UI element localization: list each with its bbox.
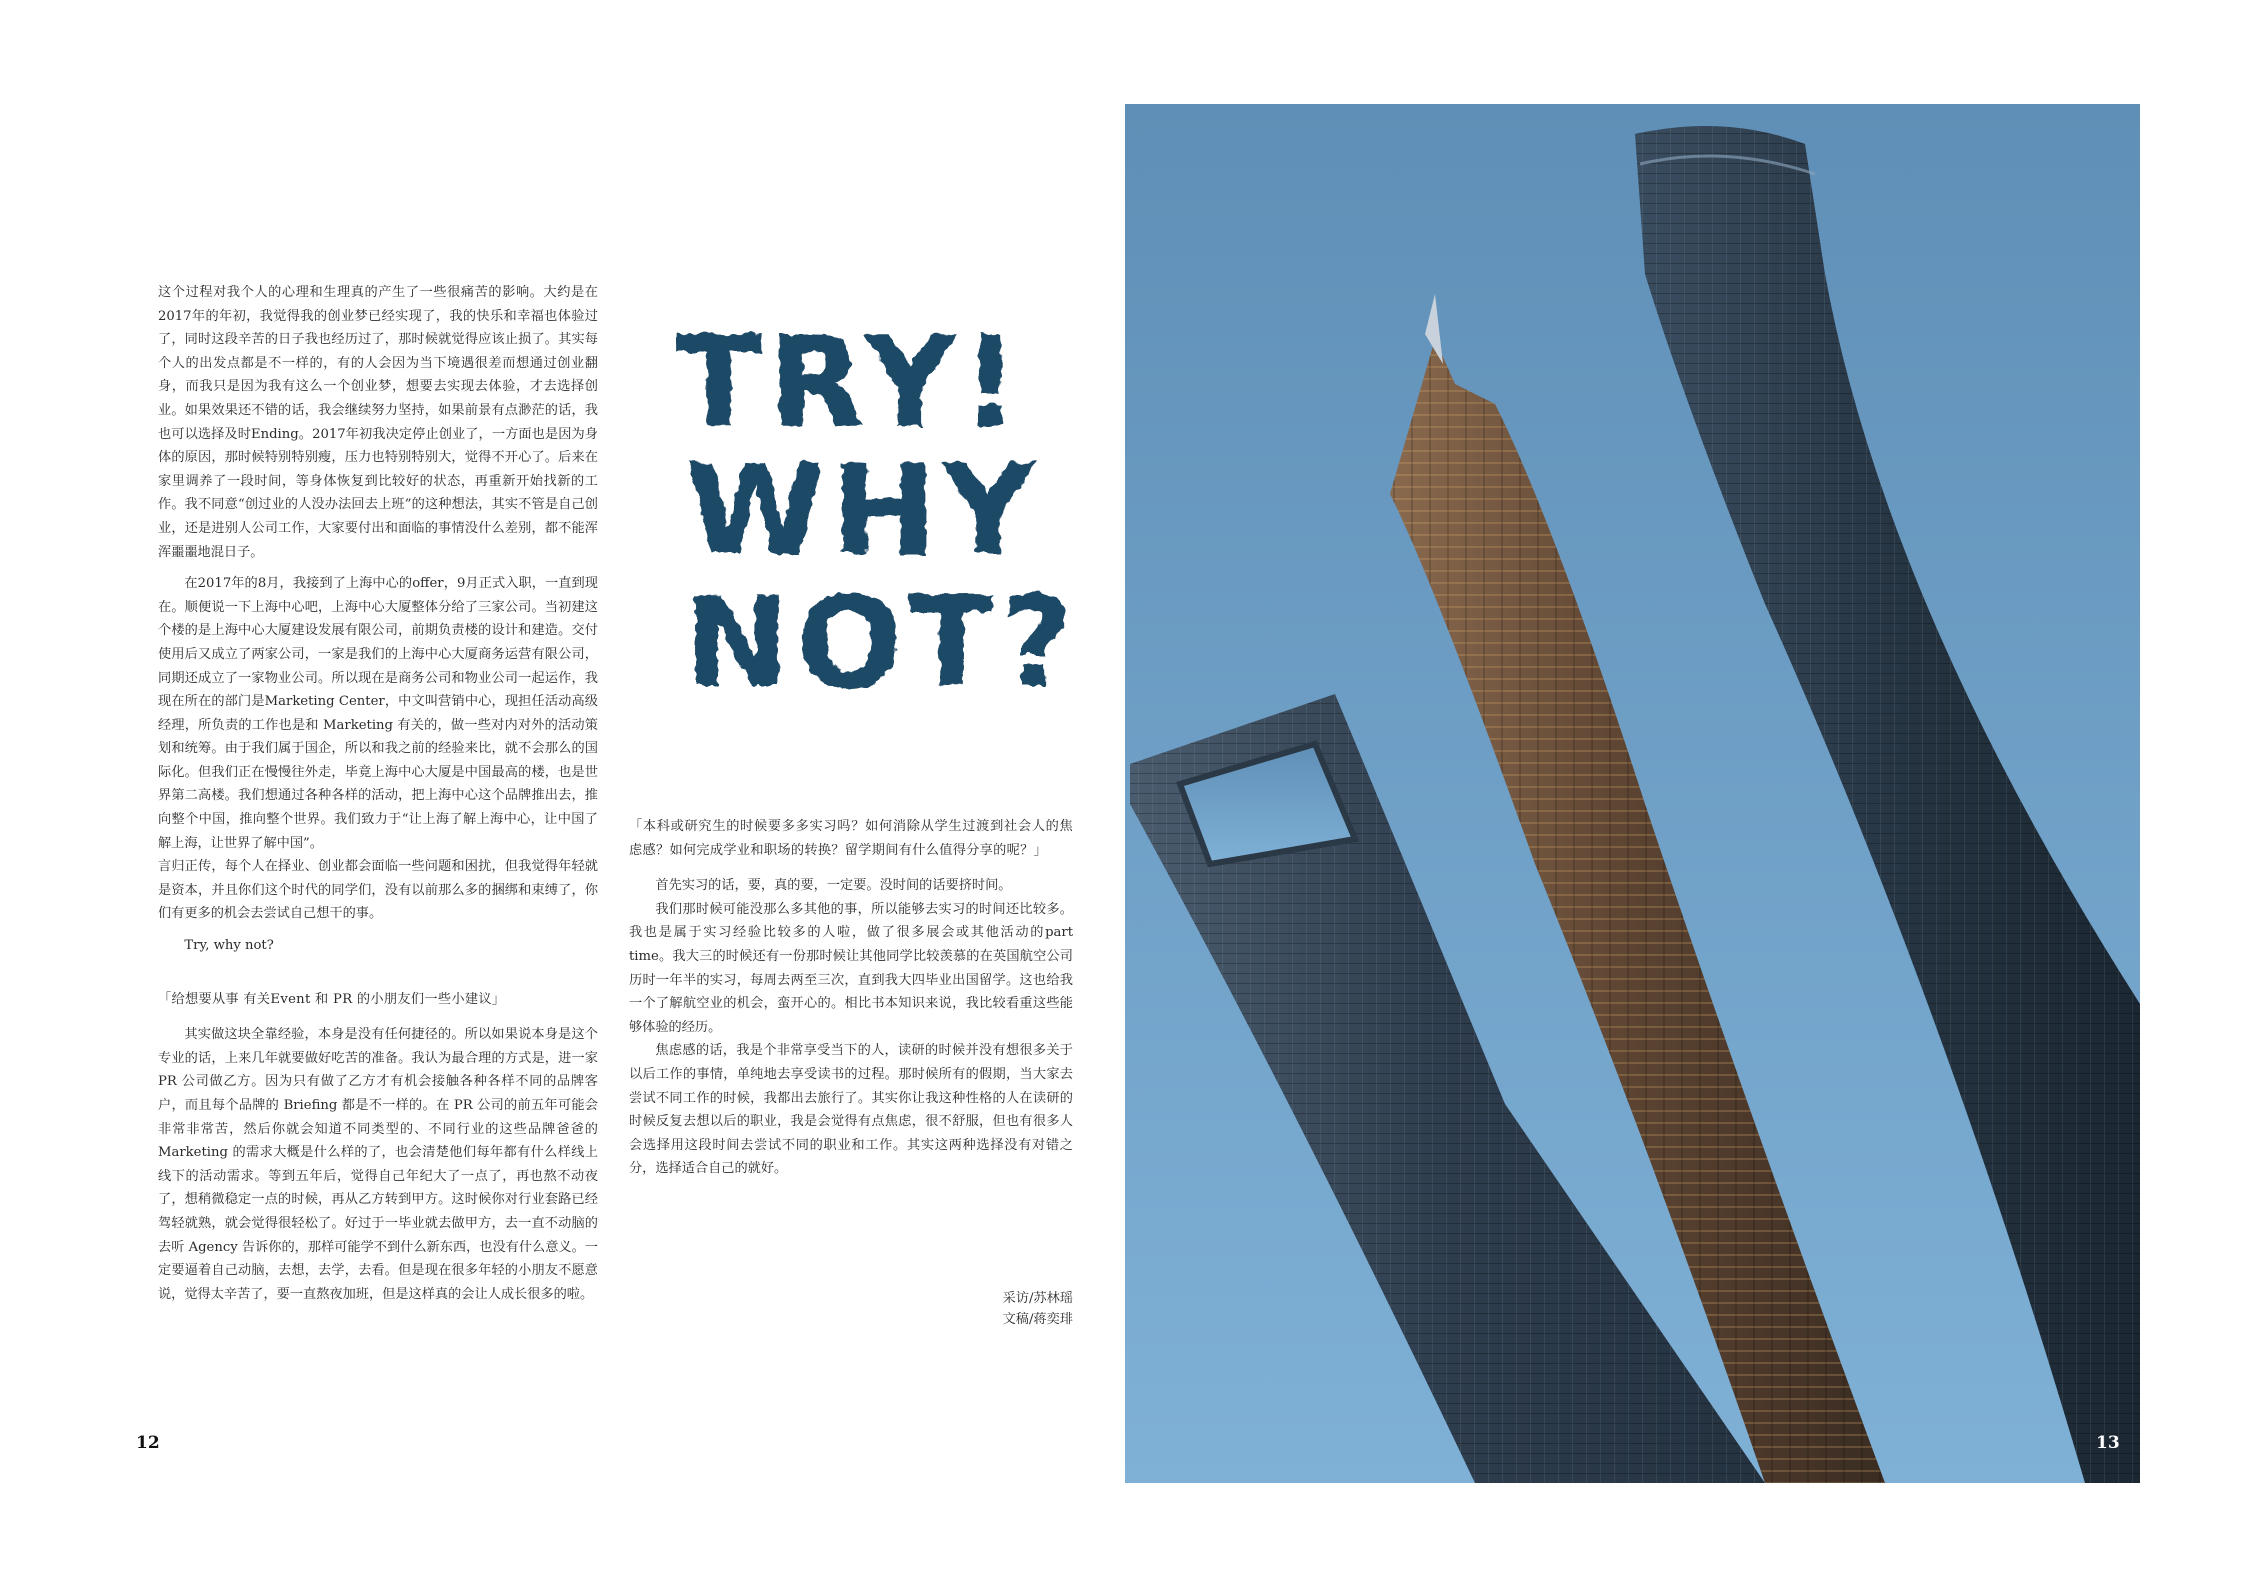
credits [1003, 1288, 1073, 1330]
paragraph: 焦虑感的话，我是个非常享受当下的人，读研的时候并没有想很多关于以后工作的事情，单纯地去享受读书的过程。那时候所有的假期，当大家去尝试不同工作的时候，我都出去旅行了。其实你让我这种性格的人在读研的时候反复去想以后的职业，我是会觉得有点焦虑，很不舒服，但也有很多人会选择用这段时间去尝试不同的职业和工作。其实这两种选择没有对错之分，选择适合自己的就好。 [629, 1043, 1073, 1177]
page-number-left: 12 [136, 1433, 160, 1453]
paragraph: 言归正传，每个人在择业、创业都会面临一些问题和困扰，但我觉得年轻就是资本，并且你们这个时代的同学们，没有以前那么多的捆绑和束缚了，你们有更多的机会去尝试自己想干的事。 [158, 859, 598, 922]
credit-writer: 文稿/蒋奕琲 [1002, 1312, 1073, 1327]
closing-line: Try, why not? [184, 938, 274, 954]
skyscraper-illustration [1125, 104, 2140, 1483]
paragraph: 首先实习的话，要，真的要，一定要。没时间的话要挤时间。 [655, 878, 1012, 894]
page-number-right: 13 [2096, 1433, 2120, 1453]
credit-interviewer: 采访/苏林瑶 [1002, 1291, 1073, 1306]
paragraph: 这个过程对我个人的心理和生理真的产生了一些很痛苦的影响。大约是在2017年的年初，我觉得我的创业梦已经实现了，我的快乐和幸福也体验过了，同时这段辛苦的日子我也经历过了，那时候就觉得应该止损了。其实每个人的出发点都是不一样的，有的人会因为当下境遇很差而想通过创业翻身，而我只是因为我有这么一个创业梦，想要去实现去体验，才去选择创业。如果效果还不错的话，我会继续努力坚持，如果前景有点渺茫的话，我也可以选择及时Ending。2017年初我决定停止创业了，一方面也是因为身体的原因，那时候特别特别瘦，压力也特别特别大，觉得不开心了。后来在家里调养了一段时间，等身体恢复到比较好的状态，再重新开始找新的工作。我不同意“创过业的人没办法回去上班”的这种想法，其实不管是自己创业，还是进别人公司工作，大家要付出和面临的事情没什么差别，都不能浑浑噩噩地混日子。 [158, 285, 598, 560]
interview-question: 「本科或研究生的时候要多多实习吗？如何消除从学生过渡到社会人的焦虑感？如何完成学业和职场的转换？留学期间有什么值得分享的呢？」 [629, 819, 1073, 858]
paragraph: 在2017年的8月，我接到了上海中心的offer，9月正式入职，一直到现在。顺便说一下上海中心吧，上海中心大厦整体分给了三家公司。当初建这个楼的是上海中心大厦建设发展有限公司，前期负责楼的设计和建造。交付使用后又成立了两家公司，一家是我们的上海中心大厦商务运营有限公司，同期还成立了一家物业公司。所以现在是商务公司和物业公司一起运作，我现在所在的部门是Marketing Center，中文叫营销中心，现担任活动高级经理，所负责的工作也是和 Marketing 有关的，做一些对内对外的活动策划和统筹。由于我们属于国企，所以和我之前的经验来比，就不会那么的国际化。但我们正在慢慢往外走，毕竟上海中心大厦是中国最高的楼，也是世界第二高楼。我们想通过各种各样的活动，把上海中心这个品牌推出去，推向整个中国，推向整个世界。我们致力于“让上海了解上海中心，让中国了解上海，让世界了解中国”。 [158, 576, 598, 851]
right-text-column [629, 815, 1073, 1181]
skyscraper-photo [1125, 104, 2140, 1483]
answer-paragraph: 其实做这块全靠经验，本身是没有任何捷径的。所以如果说本身是这个专业的话，上来几年就要做好吃苦的准备。我认为最合理的方式是，进一家 PR 公司做乙方。因为只有做了乙方才有机会接触各种各样不同的品牌客户，而且每个品牌的 Briefing 都是不一样的。在 PR 公司的前五年可能会非常非常苦，然后你就会知道不同类型的、不同行业的这些品牌爸爸的 Marketing 的需求大概是什么样的了，也会清楚他们每年都有什么样线上线下的活动需求。等到五年后，觉得自己年纪大了一点了，再也熬不动夜了，想稍微稳定一点的时候，再从乙方转到甲方。这时候你对行业套路已经驾轻就熟，就会觉得很轻松了。好过于一毕业就去做甲方，去一直不动脑的去听 Agency 告诉你的，那样可能学不到什么新东西，也没有什么意义。一定要逼着自己动脑，去想，去学，去看。但是现在很多年轻的小朋友不愿意说，觉得太辛苦了，要一直熬夜加班，但是这样真的会让人成长很多的啦。 [158, 1027, 598, 1302]
title-art [676, 314, 1096, 714]
left-text-column [158, 281, 598, 1306]
title-line-1: TRY! [676, 314, 1025, 456]
title-line-2: WHY [686, 437, 1040, 584]
title-line-3: NOT? [684, 569, 1080, 714]
paragraph: 我们那时候可能没那么多其他的事，所以能够去实习的时间还比较多。我也是属于实习经验比较多的人啦，做了很多展会或其他活动的part time。我大三的时候还有一份那时候让其他同学比较羡慕的在英国航空公司历时一年半的实习，每周去两至三次，直到我大四毕业出国留学。这也给我一个了解航空业的机会，蛮开心的。相比书本知识来说，我比较看重这些能够体验的经历。 [629, 901, 1073, 1035]
interview-question: 「给想要从事 有关Event 和 PR 的小朋友们一些小建议」 [158, 991, 506, 1007]
